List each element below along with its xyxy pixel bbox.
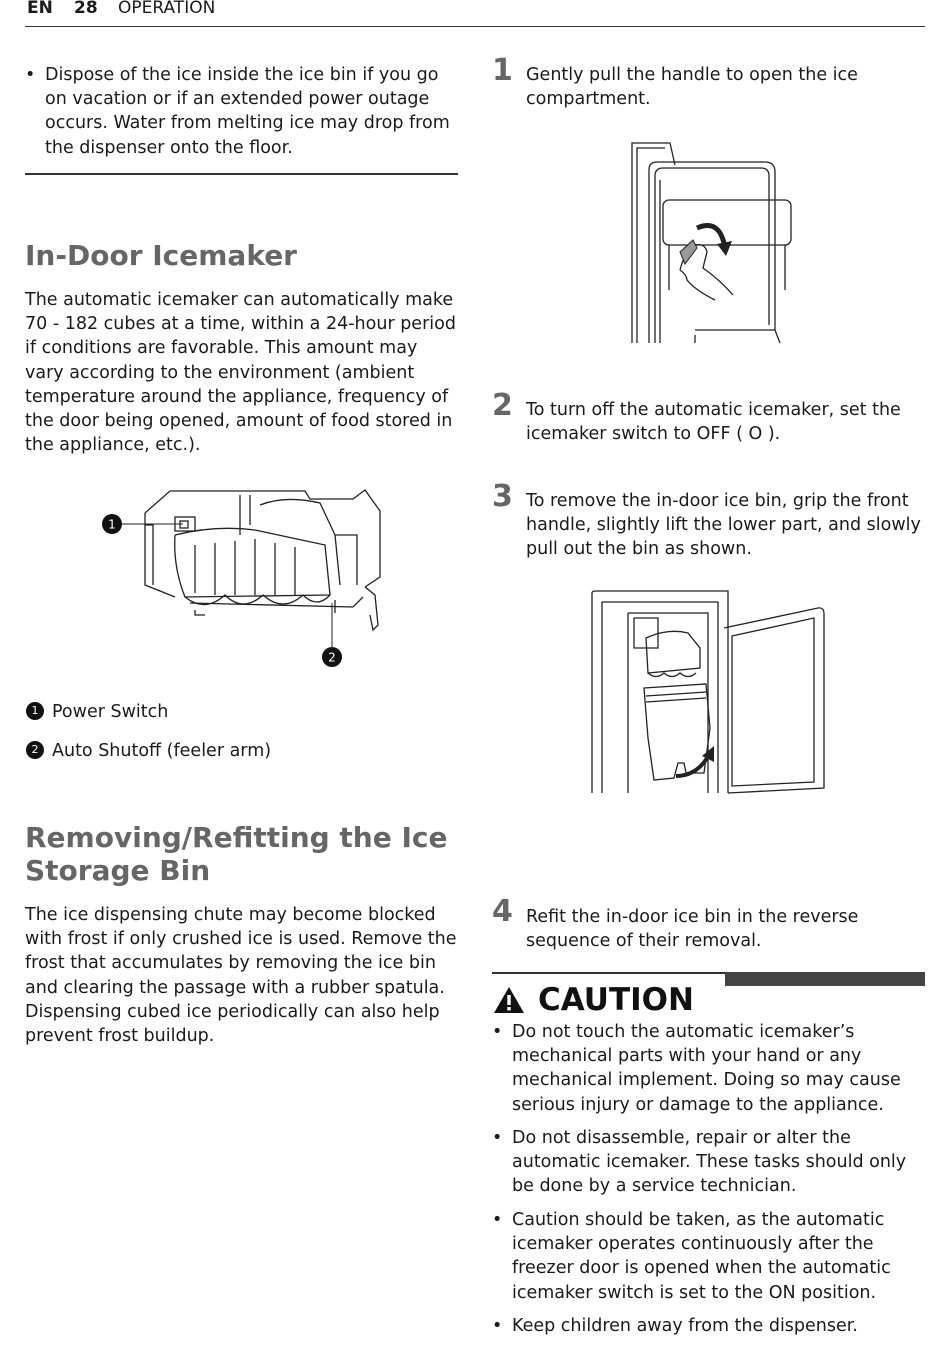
caution-item-1: Do not touch the automatic icemaker’s mechanical parts with your hand or any mechanical implement. Doing so may cause serious injury or damage to the appliance. [512, 1022, 901, 1115]
icemaker-heading: In-Door Icemaker [25, 239, 297, 272]
legend-number-2: 2 [26, 741, 44, 759]
removing-body: The ice dispensing chute may become blocked with frost if only crushed ice is used. Remove the frost that accumulates by removing the ice bin and clearing the passage with a rubber spatula. Dispensing cubed ice periodically can also help prevent frost buildup. [25, 905, 457, 1047]
page-header [25, 0, 925, 27]
open-ice-compartment-illustration [625, 140, 795, 345]
divider [25, 173, 458, 175]
bullet-marker: • [492, 1210, 503, 1230]
icemaker-body: The automatic icemaker can automatically make 70 - 182 cubes at a time, within a 24-hour period if conditions are favorable. This amount may vary according to the environment (ambient temperature around the appliance, frequency of the door being opened, amount of food stored in the appliance, etc.). [25, 290, 456, 456]
caution-rule-thin [492, 972, 725, 974]
removing-heading-line2: Storage Bin [25, 854, 211, 887]
caution-rule-thick [725, 972, 925, 986]
legend-power-switch: Power Switch [52, 702, 169, 722]
step-4-number: 4 [492, 894, 513, 929]
caution-item-2: Do not disassemble, repair or alter the automatic icemaker. These tasks should only be done by a service technician. [512, 1128, 907, 1197]
step-4-text: Refit the in-door ice bin in the reverse sequence of their removal. [526, 907, 859, 952]
step-1-text: Gently pull the handle to open the ice compartment. [526, 65, 858, 110]
section-title: OPERATION [118, 0, 216, 18]
caution-item-4: Keep children away from the dispenser. [512, 1316, 858, 1336]
icemaker-illustration [95, 485, 395, 675]
bullet-marker: • [492, 1022, 503, 1042]
caution-title: CAUTION [538, 982, 694, 1018]
page-number: 28 [74, 0, 98, 18]
step-3-number: 3 [492, 479, 513, 514]
step-2-number: 2 [492, 388, 513, 423]
remove-ice-bin-illustration [588, 588, 833, 798]
step-1-number: 1 [492, 53, 513, 88]
top-bullet-text: Dispose of the ice inside the ice bin if you go on vacation or if an extended power outage occurs. Water from melting ice may drop from the dispenser onto the floor. [45, 65, 450, 158]
callout-2: 2 [328, 650, 336, 665]
caution-item-3: Caution should be taken, as the automatic icemaker operates continuously after the freezer door is opened when the automatic icemaker switch is set to the ON position. [512, 1210, 891, 1303]
step-2-text: To turn off the automatic icemaker, set the icemaker switch to OFF ( O ). [526, 400, 901, 445]
warning-triangle-icon [492, 985, 526, 1015]
step-3-text: To remove the in-door ice bin, grip the front handle, slightly lift the lower part, and slowly pull out the bin as shown. [526, 491, 921, 560]
bullet-marker: • [492, 1128, 503, 1148]
removing-heading-line1: Removing/Refitting the Ice [25, 821, 448, 854]
bullet-marker: • [492, 1316, 503, 1336]
callout-1: 1 [108, 517, 116, 532]
legend-number-1: 1 [26, 702, 44, 720]
language-label: EN [27, 0, 53, 18]
legend-feeler-arm: Auto Shutoff (feeler arm) [52, 741, 272, 761]
bullet-marker: • [25, 65, 36, 85]
